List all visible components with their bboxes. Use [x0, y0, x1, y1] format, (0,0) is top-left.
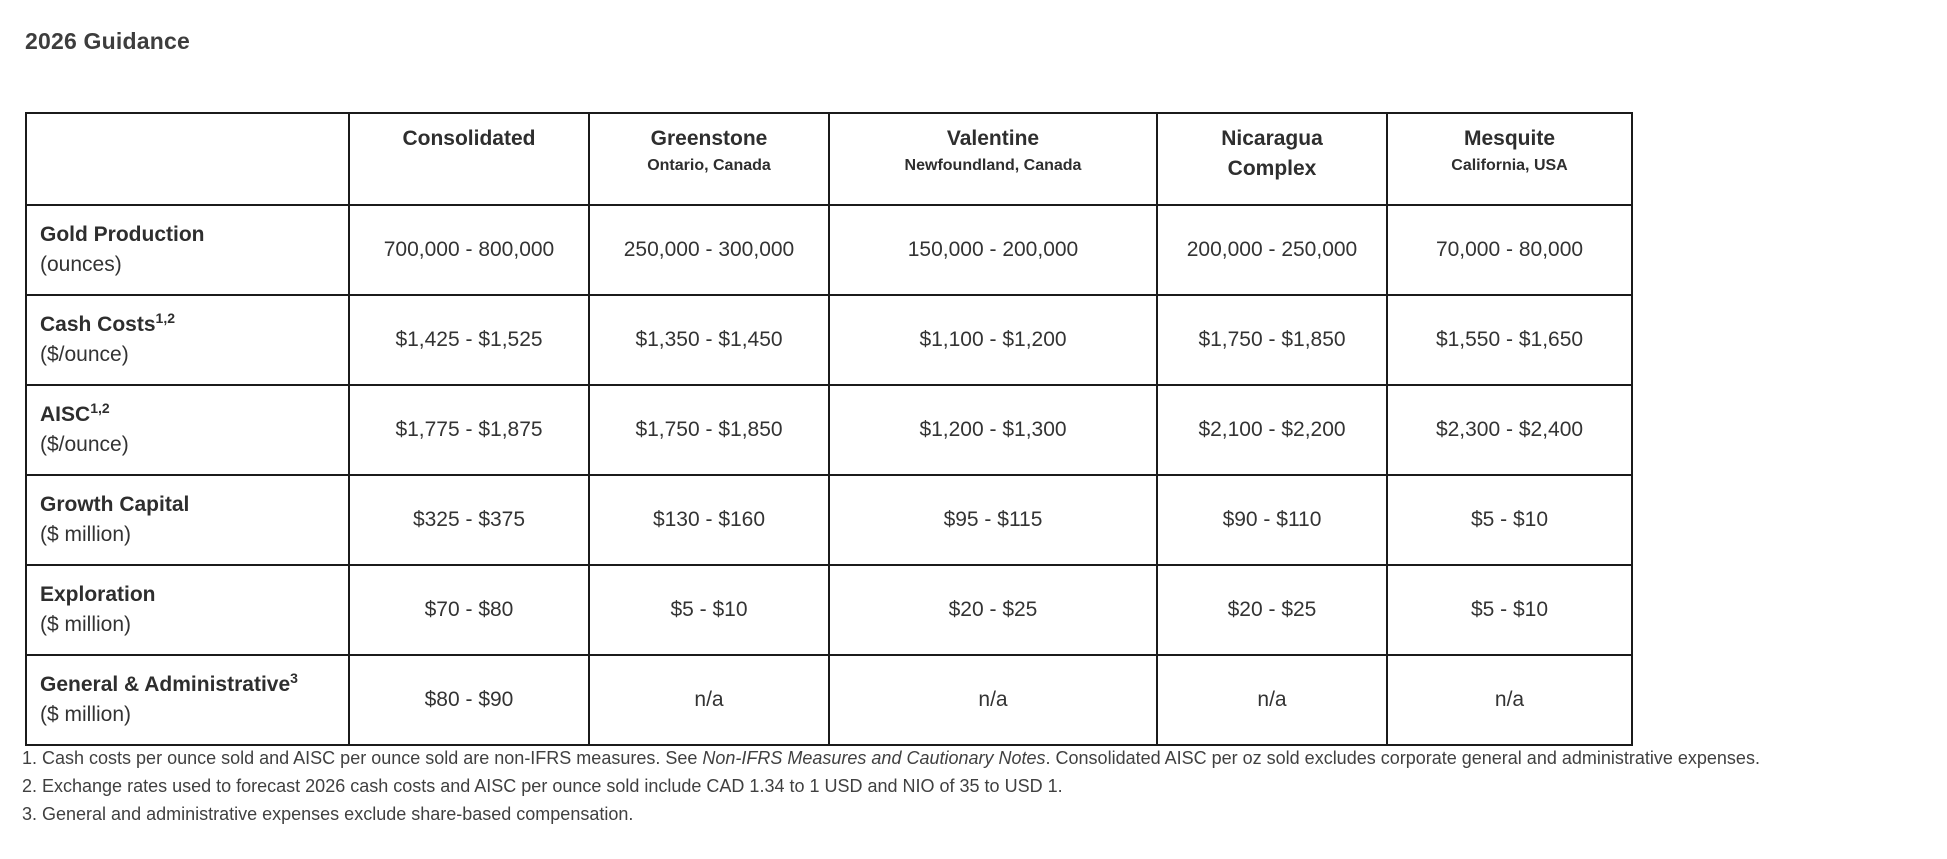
row-header: [26, 295, 349, 385]
table-row: [26, 205, 1632, 295]
column-subtitle: California, USA: [1451, 157, 1568, 174]
row-label-text: AISC: [40, 403, 91, 426]
footnote-reference: 1,2: [155, 310, 175, 326]
table-row: [26, 475, 1632, 565]
row-header: [26, 385, 349, 475]
column-name-line: Mesquite: [1463, 127, 1555, 150]
footnote: [22, 749, 1942, 767]
column-name-line: Nicaragua: [1221, 127, 1323, 150]
column-name-line: Greenstone: [650, 127, 768, 150]
footnotes: [22, 749, 1942, 833]
footnote: [22, 805, 1942, 823]
value-cell: n/a: [1157, 655, 1387, 745]
column-name-line: Consolidated: [402, 127, 536, 150]
corner-cell: [26, 113, 349, 205]
footnote-reference: 1,2: [90, 400, 110, 416]
value-cell: $2,300 - $2,400: [1387, 385, 1632, 475]
value-cell: 700,000 - 800,000: [349, 205, 589, 295]
value-cell: $20 - $25: [1157, 565, 1387, 655]
footnote-italic-text: Non-IFRS Measures and Cautionary Notes: [702, 748, 1046, 768]
footnote-reference: 3: [290, 670, 298, 686]
table-header-row: [26, 113, 1632, 205]
value-cell: $5 - $10: [589, 565, 829, 655]
table-row: [26, 655, 1632, 745]
value-cell: $130 - $160: [589, 475, 829, 565]
footnote-text: 2. Exchange rates used to forecast 2026 cash costs and AISC per ounce sold include CAD 1.34 to 1 USD and NIO of 35 to USD 1.: [22, 776, 1063, 796]
row-header: [26, 475, 349, 565]
row-label-text: Cash Costs: [40, 313, 156, 336]
value-cell: 200,000 - 250,000: [1157, 205, 1387, 295]
value-cell: $90 - $110: [1157, 475, 1387, 565]
value-cell: $1,350 - $1,450: [589, 295, 829, 385]
table-row: [26, 385, 1632, 475]
footnote-text: 1. Cash costs per ounce sold and AISC per ounce sold are non-IFRS measures. See: [22, 748, 703, 768]
row-unit: (ounces): [40, 253, 122, 276]
value-cell: $1,200 - $1,300: [829, 385, 1157, 475]
value-cell: n/a: [829, 655, 1157, 745]
column-subtitle: Newfoundland, Canada: [904, 157, 1082, 174]
row-label: [40, 580, 344, 610]
value-cell: $1,100 - $1,200: [829, 295, 1157, 385]
value-cell: $1,550 - $1,650: [1387, 295, 1632, 385]
row-unit: ($ million): [40, 523, 132, 546]
column-name-line: Complex: [1227, 157, 1317, 180]
value-cell: n/a: [1387, 655, 1632, 745]
value-cell: $5 - $10: [1387, 475, 1632, 565]
row-header: [26, 565, 349, 655]
value-cell: $1,750 - $1,850: [589, 385, 829, 475]
footnote: [22, 777, 1942, 795]
column-name: [1389, 124, 1630, 154]
column-header: [1157, 113, 1387, 205]
column-header: [589, 113, 829, 205]
guidance-table: [25, 112, 1633, 746]
row-unit: ($ million): [40, 703, 132, 726]
row-label: [40, 670, 344, 700]
value-cell: $20 - $25: [829, 565, 1157, 655]
value-cell: $5 - $10: [1387, 565, 1632, 655]
row-label-text: Growth Capital: [40, 493, 190, 516]
row-label: [40, 220, 344, 250]
row-unit: ($/ounce): [40, 343, 129, 366]
value-cell: 70,000 - 80,000: [1387, 205, 1632, 295]
value-cell: $80 - $90: [349, 655, 589, 745]
row-label: [40, 310, 344, 340]
table-row: [26, 295, 1632, 385]
value-cell: $1,425 - $1,525: [349, 295, 589, 385]
row-label: [40, 490, 344, 520]
column-subtitle: Ontario, Canada: [647, 157, 771, 174]
footnote-text: 3. General and administrative expenses exclude share-based compensation.: [22, 804, 634, 824]
value-cell: $95 - $115: [829, 475, 1157, 565]
value-cell: 250,000 - 300,000: [589, 205, 829, 295]
footnote-text: . Consolidated AISC per oz sold excludes corporate general and administrative expenses.: [1045, 748, 1760, 768]
column-header: [349, 113, 589, 205]
page-title: 2026 Guidance: [25, 28, 190, 54]
column-name: [831, 124, 1155, 154]
row-label: [40, 400, 344, 430]
value-cell: n/a: [589, 655, 829, 745]
value-cell: $2,100 - $2,200: [1157, 385, 1387, 475]
column-name: [1159, 124, 1385, 184]
column-header: [1387, 113, 1632, 205]
row-header: [26, 205, 349, 295]
value-cell: $325 - $375: [349, 475, 589, 565]
value-cell: $1,775 - $1,875: [349, 385, 589, 475]
row-header: [26, 655, 349, 745]
column-name: [351, 124, 587, 154]
value-cell: 150,000 - 200,000: [829, 205, 1157, 295]
row-unit: ($ million): [40, 613, 132, 636]
row-unit: ($/ounce): [40, 433, 129, 456]
row-label-text: General & Administrative: [40, 673, 291, 696]
column-name: [591, 124, 827, 154]
table-row: [26, 565, 1632, 655]
column-name-line: Valentine: [946, 127, 1040, 150]
value-cell: $70 - $80: [349, 565, 589, 655]
value-cell: $1,750 - $1,850: [1157, 295, 1387, 385]
row-label-text: Gold Production: [40, 223, 205, 246]
column-header: [829, 113, 1157, 205]
row-label-text: Exploration: [40, 583, 156, 606]
